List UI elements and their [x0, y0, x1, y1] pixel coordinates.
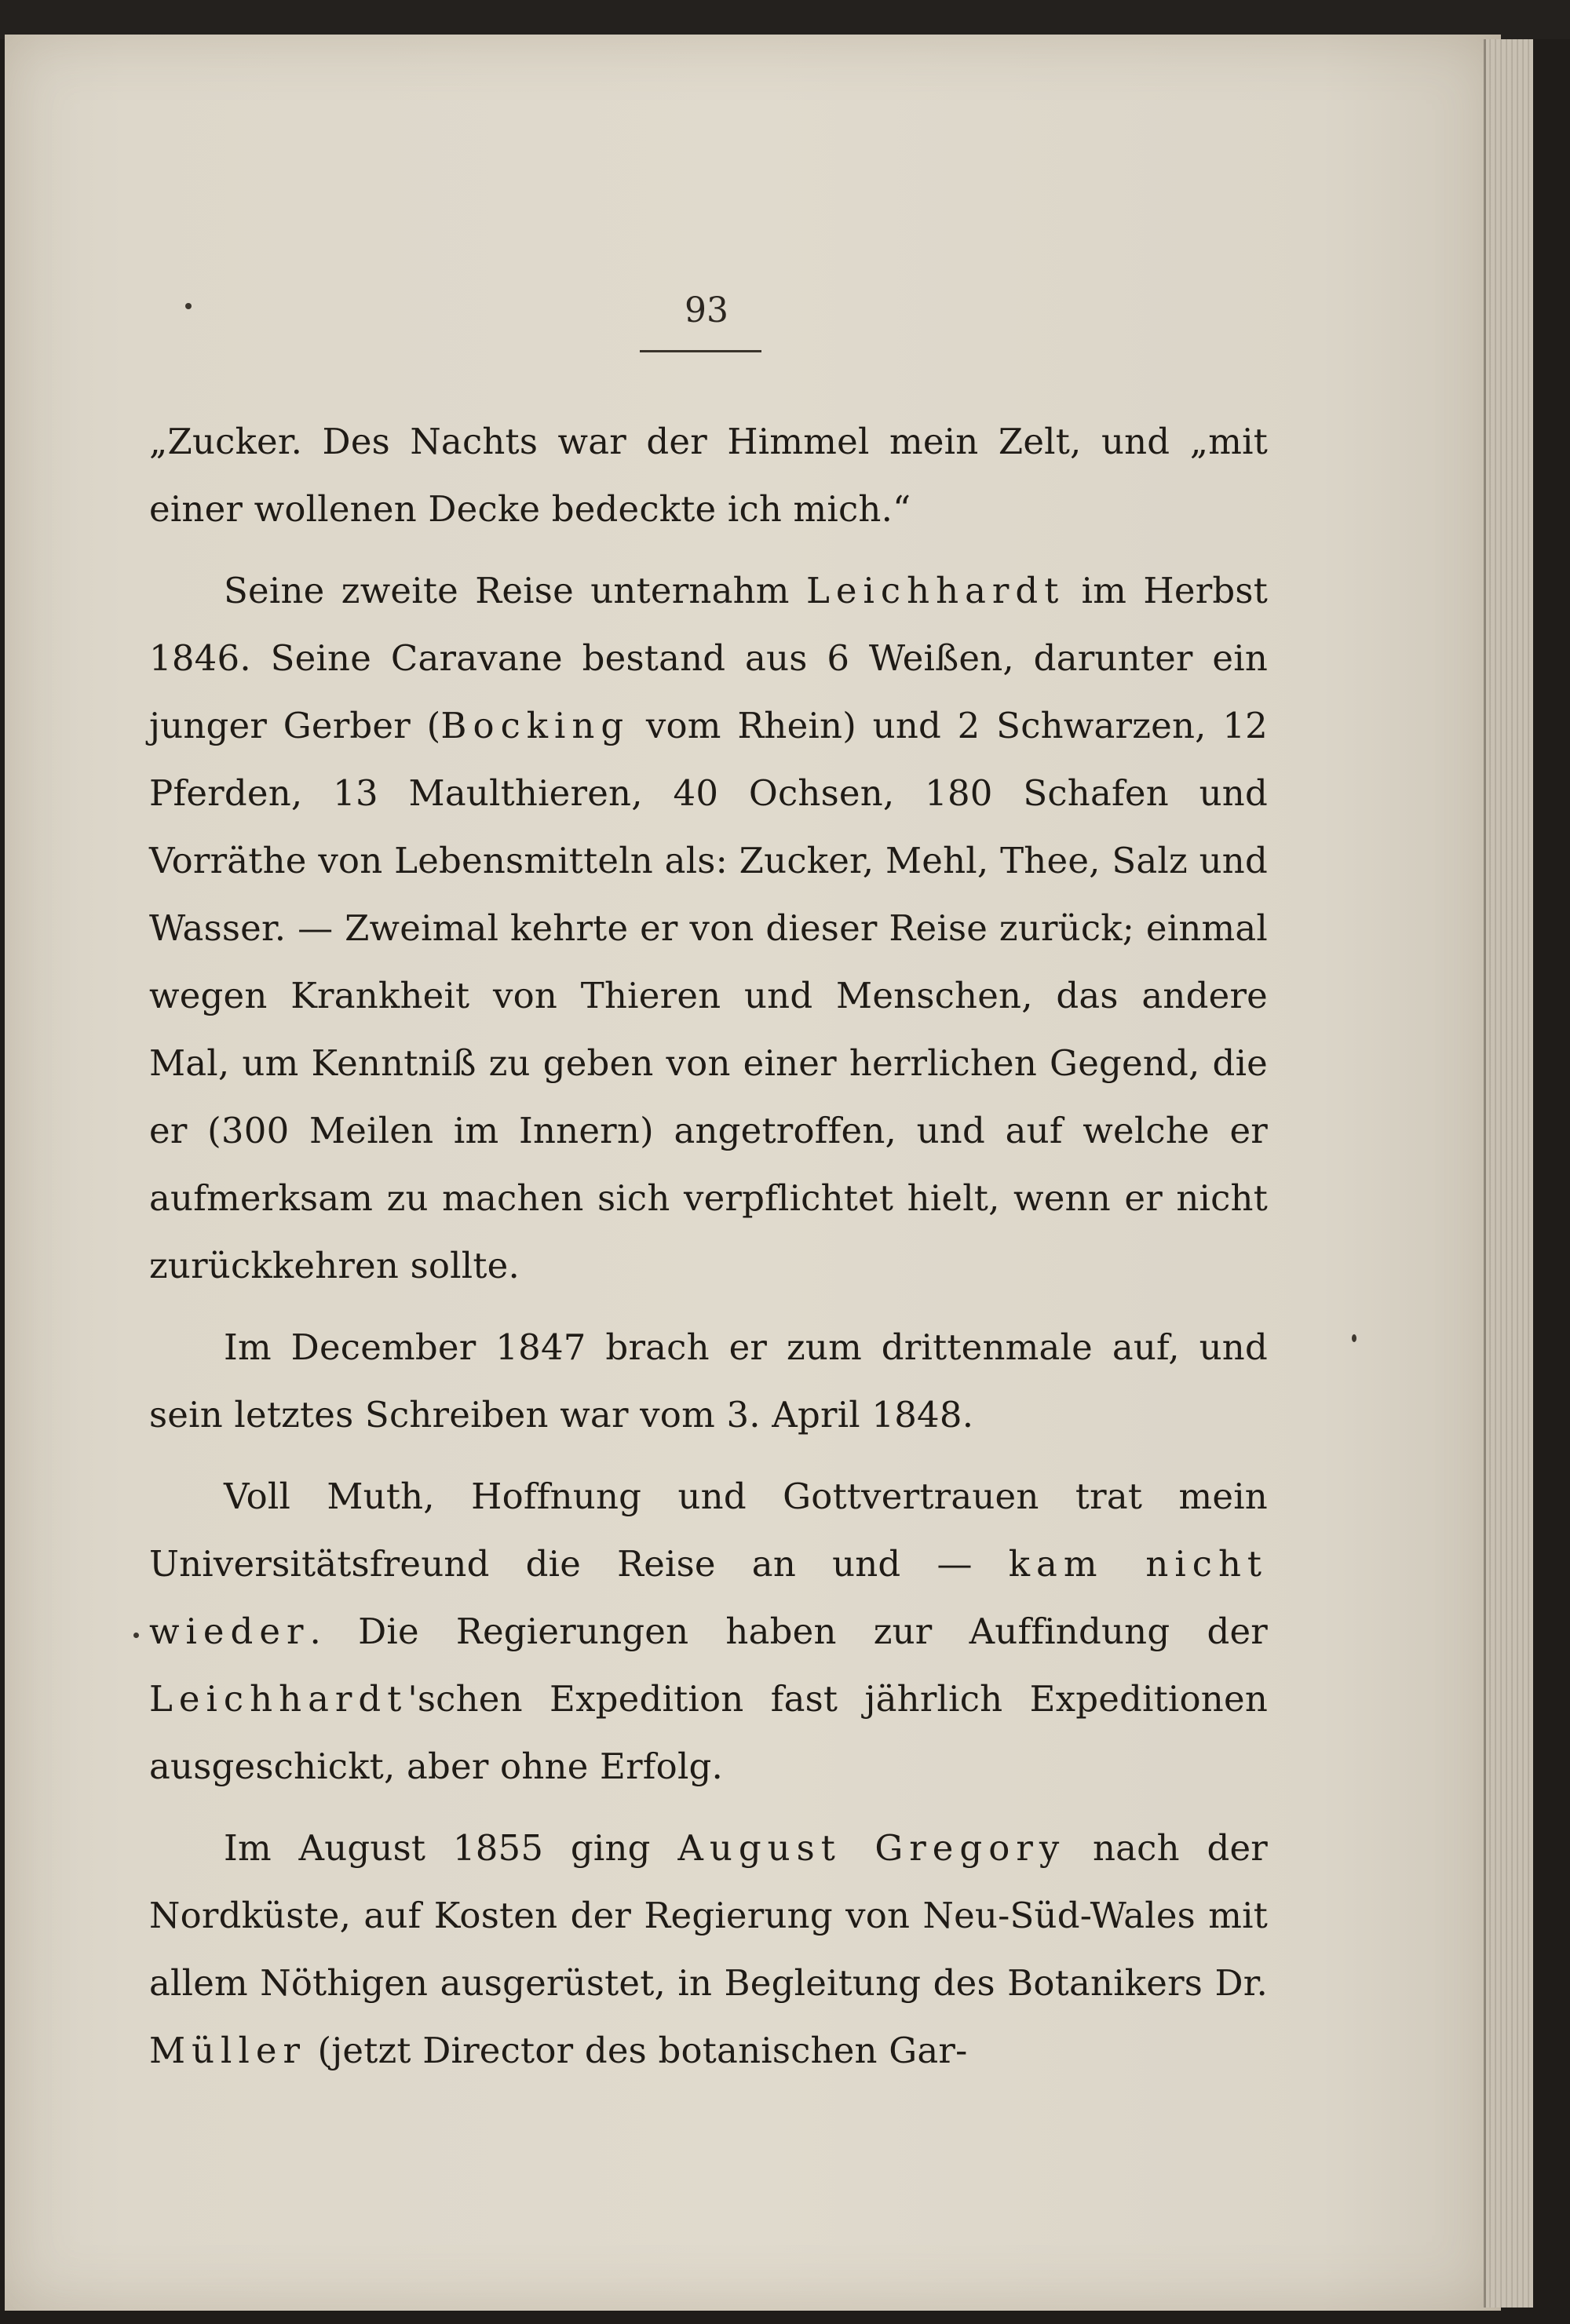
paragraph	[149, 408, 1268, 543]
text-run: nach der Nordküste, auf Kosten der Regierung von Neu-Süd-Wales mit allem Nöthigen ausgerüstet, in Begleitung des Botanikers Dr.	[149, 1827, 1269, 2004]
text-run: vom Rhein) und 2 Schwarzen, 12 Pferden, 13 Maulthieren, 40 Ochsen, 180 Schafen und Vorräthe von Lebensmitteln als: Zucker, Mehl, Thee, Salz und Wasser. — Zweimal kehrte er von dieser Reise zurück; einmal wegen Krankheit von Thieren und Menschen, das andere Mal, um Kenntniß zu geben von einer herrlichen Gegend, die er (300 Meilen im Innern) angetroffen, und auf welche er aufmerksam zu machen sich verpflichtet hielt, wenn er nicht zurückkehren sollte.	[149, 705, 1268, 1286]
text-run: im Herbst 1846. Seine Caravane bestand aus 6 Weißen, darunter ein junger Gerber (	[149, 570, 1268, 746]
paragraph	[149, 1815, 1268, 2085]
text-run: Voll Muth, Hoffnung und Gottvertrauen trat mein Universitätsfreund die Reise an und —	[149, 1476, 1268, 1585]
binding-shadow	[0, 0, 1570, 39]
text-run: . Die Regierungen haben zur Auffindung der	[309, 1611, 1268, 1652]
paragraph	[149, 1463, 1268, 1800]
text-run: (jetzt Director des botanischen Gar-	[306, 2030, 968, 2071]
spaced-name: August Gregory	[677, 1827, 1066, 1869]
paragraph	[149, 1314, 1268, 1449]
spaced-emphasis: kam nicht wieder	[149, 1543, 1269, 1652]
ink-speck	[133, 1633, 139, 1638]
spaced-name: Bocking	[440, 705, 630, 746]
text-run: 'schen Expedition fast jährlich Expeditionen ausgeschickt, aber ohne Erfolg.	[149, 1678, 1268, 1787]
spaced-name: Müller	[149, 2030, 306, 2071]
page-edges	[1484, 39, 1533, 2308]
page-number: 93	[685, 290, 728, 330]
text-run: Im August 1855 ging	[224, 1827, 678, 1869]
paragraph	[149, 557, 1268, 1300]
text-run: Im December 1847 brach er zum drittenmale auf, und sein letztes Schreiben war vom 3. April 1848.	[149, 1326, 1268, 1436]
spaced-name: Leichhardt	[149, 1678, 408, 1720]
text-run: Seine zweite Reise unternahm	[224, 570, 806, 611]
text-run: „Zucker. Des Nachts war der Himmel mein Zelt, und „mit einer wollenen Decke bedeckte ich mich.“	[149, 421, 1268, 530]
spaced-name: Leichhardt	[806, 570, 1065, 611]
ink-speck	[185, 303, 192, 309]
page-number-rule	[640, 350, 761, 352]
body-text	[149, 408, 1268, 2099]
ink-speck	[1352, 1334, 1356, 1342]
